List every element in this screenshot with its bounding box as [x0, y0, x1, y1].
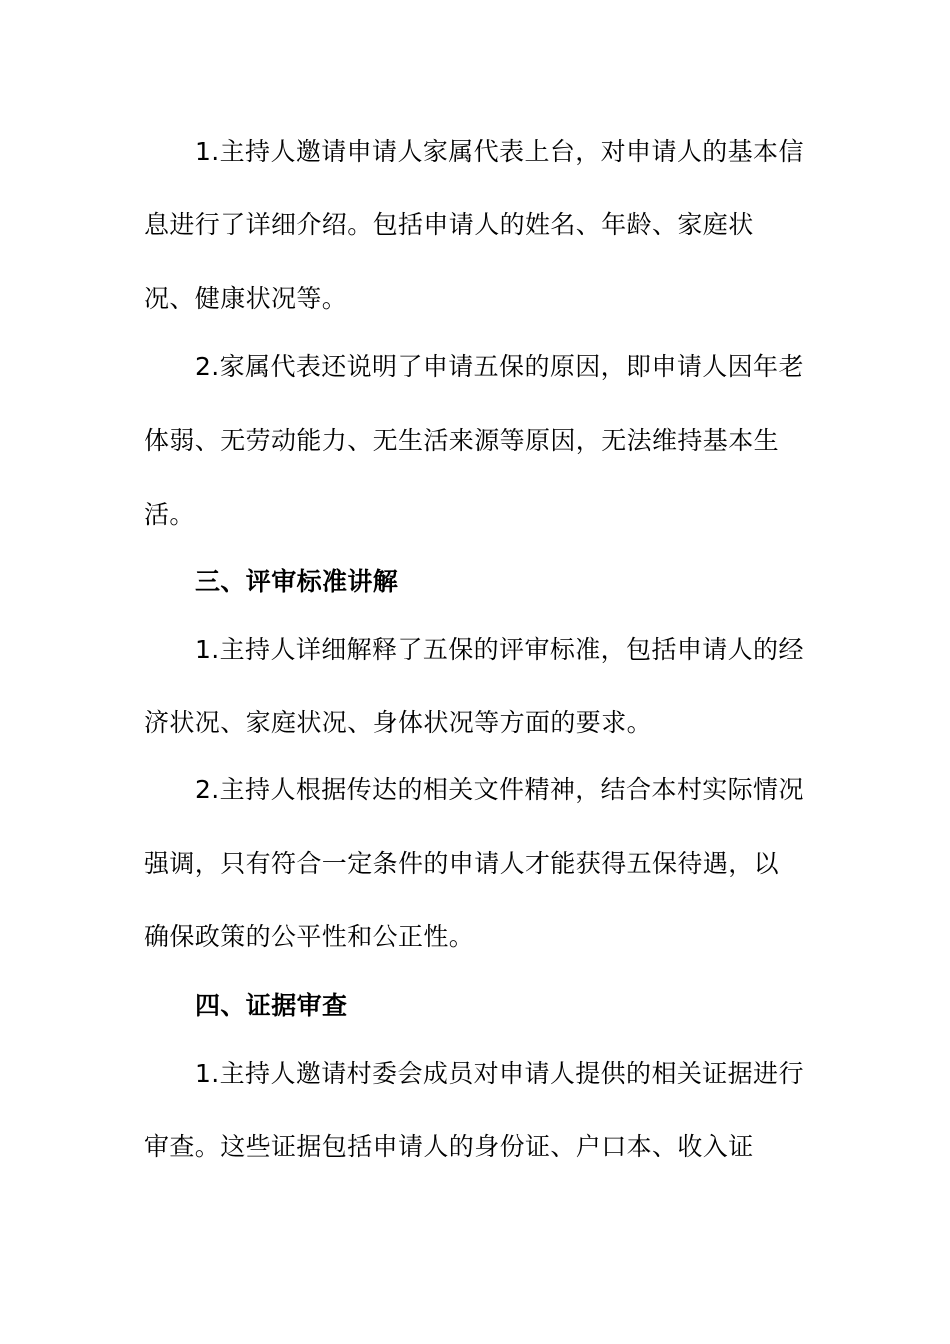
section-heading: 四、证据审查: [195, 991, 348, 1020]
paragraph-line: 济状况、家庭状况、身体状况等方面的要求。: [144, 708, 653, 737]
paragraph-line: 1.主持人邀请村委会成员对申请人提供的相关证据进行: [195, 1059, 804, 1088]
paragraph-line: 2.家属代表还说明了申请五保的原因，即申请人因年老: [195, 352, 804, 381]
paragraph-line: 强调，只有符合一定条件的申请人才能获得五保待遇，以: [144, 849, 780, 878]
paragraph-line: 1.主持人详细解释了五保的评审标准，包括申请人的经: [195, 635, 804, 664]
paragraph-line: 1.主持人邀请申请人家属代表上台，对申请人的基本信: [195, 137, 804, 166]
paragraph-line: 2.主持人根据传达的相关文件精神，结合本村实际情况: [195, 775, 804, 804]
paragraph-line: 况、健康状况等。: [144, 284, 348, 313]
paragraph-line: 体弱、无劳动能力、无生活来源等原因，无法维持基本生: [144, 426, 780, 455]
paragraph-line: 息进行了详细介绍。包括申请人的姓名、年龄、家庭状: [144, 210, 754, 239]
paragraph-line: 活。: [144, 500, 195, 529]
paragraph-line: 确保政策的公平性和公正性。: [144, 922, 475, 951]
paragraph-line: 审查。这些证据包括申请人的身份证、户口本、收入证: [144, 1132, 754, 1161]
section-heading: 三、评审标准讲解: [195, 567, 399, 596]
